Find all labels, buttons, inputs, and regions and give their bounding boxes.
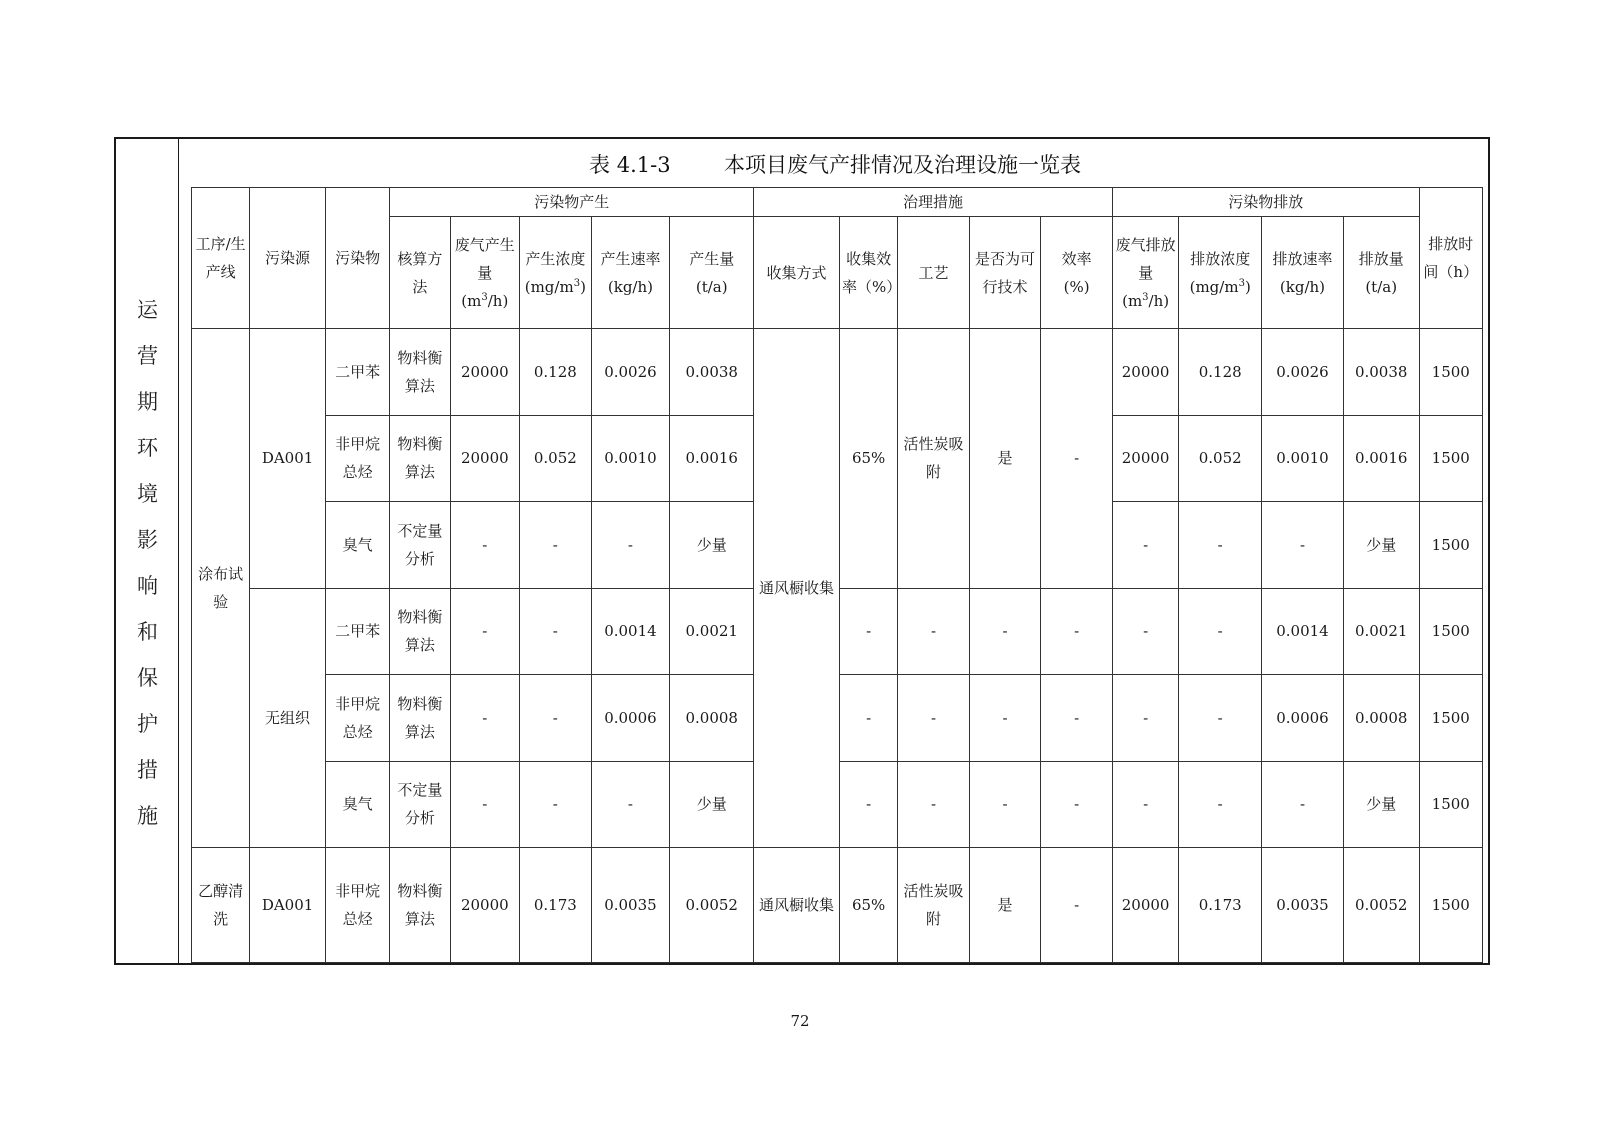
unit-part: (mg/m <box>1189 277 1239 296</box>
cell-pollutant: 二甲苯 <box>325 329 389 416</box>
cell-emit-conc: - <box>1179 588 1262 675</box>
cell-emit-time: 1500 <box>1419 415 1482 502</box>
side-title-char: 营 <box>137 344 158 368</box>
cell-gen-rate: 0.0010 <box>591 415 670 502</box>
cell-emit-conc: - <box>1179 675 1262 762</box>
cell-gen-flow: 20000 <box>450 848 520 963</box>
cell-gen-conc: 0.128 <box>520 329 592 416</box>
cell-process-tech: 活性炭吸附 <box>898 848 970 963</box>
unit-sup: 3 <box>481 291 488 303</box>
page-number: 72 <box>790 1012 810 1030</box>
unit-sup: 3 <box>573 277 581 289</box>
cell-gen-amount: 0.0052 <box>670 848 754 963</box>
cell-emit-rate: 0.0035 <box>1262 848 1344 963</box>
cell-gen-rate: - <box>591 502 670 589</box>
header-emit-conc <box>1179 217 1262 329</box>
cell-method: 物料衡算法 <box>390 675 450 762</box>
header-gen-conc <box>520 217 592 329</box>
cell-gen-conc: 0.052 <box>520 415 592 502</box>
side-title-char: 环 <box>137 436 158 460</box>
cell-collect-eff: - <box>839 761 897 848</box>
cell-source: DA001 <box>250 329 326 589</box>
cell-feasible: 是 <box>969 329 1041 589</box>
cell-collect-method: 通风橱收集 <box>754 848 840 963</box>
header-gen-amount-label: 产生量 <box>689 249 735 268</box>
cell-emit-time: 1500 <box>1419 588 1482 675</box>
cell-gen-rate: 0.0035 <box>591 848 670 963</box>
unit-sup: 3 <box>1142 291 1149 303</box>
header-calc-method: 核算方法 <box>390 217 450 329</box>
cell-feasible: - <box>969 675 1041 762</box>
header-efficiency-unit: (%) <box>1063 277 1090 296</box>
cell-pollutant: 臭气 <box>325 502 389 589</box>
header-collect-method: 收集方式 <box>754 217 840 329</box>
header-feasible: 是否为可行技术 <box>969 217 1041 329</box>
cell-gen-amount: 0.0038 <box>670 329 754 416</box>
cell-emit-time: 1500 <box>1419 761 1482 848</box>
cell-process: 乙醇清洗 <box>192 848 250 963</box>
table-row <box>192 329 1483 416</box>
cell-emit-flow: 20000 <box>1112 848 1178 963</box>
cell-efficiency: - <box>1041 588 1113 675</box>
header-emit-flow-label: 废气排放量 <box>1115 235 1176 282</box>
cell-gen-flow: - <box>450 502 520 589</box>
cell-emit-time: 1500 <box>1419 848 1482 963</box>
header-emit-amount-label: 排放量 <box>1358 249 1404 268</box>
cell-emit-amount: 0.0021 <box>1343 588 1419 675</box>
side-title-char: 响 <box>137 574 158 598</box>
cell-emit-rate: 0.0006 <box>1262 675 1344 762</box>
cell-feasible: - <box>969 588 1041 675</box>
side-title-char: 境 <box>137 482 158 506</box>
cell-emit-conc: 0.173 <box>1179 848 1262 963</box>
unit-part: /h) <box>487 291 509 310</box>
header-gen-conc-unit <box>525 278 586 296</box>
header-gen-amount <box>670 217 754 329</box>
cell-collect-eff: 65% <box>839 848 897 963</box>
cell-gen-rate: 0.0026 <box>591 329 670 416</box>
header-efficiency-label: 效率 <box>1061 249 1092 268</box>
side-section-column <box>116 139 179 963</box>
header-gen-flow-label: 废气产生量 <box>454 235 515 282</box>
unit-sup: 3 <box>1238 277 1245 289</box>
side-title-char: 护 <box>137 712 158 736</box>
cell-collect-eff: - <box>839 675 897 762</box>
cell-emit-flow: - <box>1112 588 1178 675</box>
header-gen-flow <box>450 217 520 329</box>
cell-process-tech: - <box>898 675 970 762</box>
cell-emit-time: 1500 <box>1419 502 1482 589</box>
cell-source: 无组织 <box>250 588 326 848</box>
cell-gen-flow: 20000 <box>450 329 520 416</box>
header-source: 污染源 <box>250 188 326 329</box>
unit-part: (mg/m <box>524 277 574 296</box>
cell-emit-conc: 0.052 <box>1179 415 1262 502</box>
header-emit-time: 排放时间（h） <box>1419 188 1482 329</box>
cell-emit-conc: 0.128 <box>1179 329 1262 416</box>
cell-pollutant: 非甲烷总烃 <box>325 675 389 762</box>
header-group-generation: 污染物产生 <box>390 188 754 217</box>
cell-emit-flow: 20000 <box>1112 329 1178 416</box>
header-gen-amount-unit: (t/a) <box>695 277 728 296</box>
cell-method: 不定量分析 <box>390 502 450 589</box>
cell-emit-flow: - <box>1112 502 1178 589</box>
side-title-char: 施 <box>137 804 158 828</box>
cell-emit-amount: 少量 <box>1343 761 1419 848</box>
table-title: 表 4.1-3 本项目废气产排情况及治理设施一览表 <box>589 153 1081 177</box>
unit-part: (m <box>1122 291 1143 310</box>
cell-process-tech: 活性炭吸附 <box>898 329 970 589</box>
cell-gen-amount: 0.0021 <box>670 588 754 675</box>
cell-collect-eff: - <box>839 588 897 675</box>
cell-emit-amount: 0.0052 <box>1343 848 1419 963</box>
header-emit-amount-unit: (t/a) <box>1365 277 1398 296</box>
document-frame <box>114 137 1490 965</box>
header-pollutant: 污染物 <box>325 188 389 329</box>
cell-emit-time: 1500 <box>1419 329 1482 416</box>
cell-pollutant: 二甲苯 <box>325 588 389 675</box>
cell-gen-amount: 少量 <box>670 761 754 848</box>
header-group-emission: 污染物排放 <box>1112 188 1419 217</box>
header-gen-rate-label: 产生速率 <box>600 249 661 268</box>
cell-emit-flow: - <box>1112 675 1178 762</box>
cell-emit-conc: - <box>1179 761 1262 848</box>
cell-gen-conc: - <box>520 588 592 675</box>
cell-gen-conc: - <box>520 761 592 848</box>
cell-pollutant: 非甲烷总烃 <box>325 848 389 963</box>
side-title-char: 和 <box>137 620 158 644</box>
cell-emit-amount: 0.0008 <box>1343 675 1419 762</box>
cell-gen-flow: - <box>450 675 520 762</box>
header-group-treatment: 治理措施 <box>754 188 1113 217</box>
cell-emit-rate: 0.0026 <box>1262 329 1344 416</box>
header-process: 工序/生产线 <box>192 188 250 329</box>
side-section-title <box>116 287 179 839</box>
cell-efficiency: - <box>1041 848 1113 963</box>
cell-emit-flow: 20000 <box>1112 415 1178 502</box>
cell-method: 不定量分析 <box>390 761 450 848</box>
cell-source: DA001 <box>250 848 326 963</box>
header-gen-conc-label: 产生浓度 <box>525 249 586 268</box>
unit-part: /h) <box>1148 291 1170 310</box>
cell-gen-flow: 20000 <box>450 415 520 502</box>
header-emit-flow <box>1112 217 1178 329</box>
cell-gen-amount: 少量 <box>670 502 754 589</box>
cell-emit-rate: 0.0014 <box>1262 588 1344 675</box>
header-efficiency <box>1041 217 1113 329</box>
cell-gen-amount: 0.0008 <box>670 675 754 762</box>
cell-emit-amount: 少量 <box>1343 502 1419 589</box>
cell-gen-flow: - <box>450 588 520 675</box>
cell-gen-conc: - <box>520 502 592 589</box>
header-emit-rate-label: 排放速率 <box>1272 249 1333 268</box>
cell-gen-flow: - <box>450 761 520 848</box>
cell-emit-conc: - <box>1179 502 1262 589</box>
cell-gen-rate: 0.0014 <box>591 588 670 675</box>
cell-emit-amount: 0.0016 <box>1343 415 1419 502</box>
side-title-char: 措 <box>137 758 158 782</box>
cell-emit-flow: - <box>1112 761 1178 848</box>
cell-process-tech: - <box>898 588 970 675</box>
cell-pollutant: 非甲烷总烃 <box>325 415 389 502</box>
cell-method: 物料衡算法 <box>390 848 450 963</box>
cell-gen-amount: 0.0016 <box>670 415 754 502</box>
cell-emit-rate: 0.0010 <box>1262 415 1344 502</box>
cell-gen-rate: - <box>591 761 670 848</box>
cell-process-tech: - <box>898 761 970 848</box>
cell-method: 物料衡算法 <box>390 329 450 416</box>
cell-pollutant: 臭气 <box>325 761 389 848</box>
cell-efficiency: - <box>1041 761 1113 848</box>
cell-emit-amount: 0.0038 <box>1343 329 1419 416</box>
cell-method: 物料衡算法 <box>390 415 450 502</box>
cell-efficiency: - <box>1041 329 1113 589</box>
header-gen-flow-unit <box>461 292 508 310</box>
side-title-char: 保 <box>137 666 158 690</box>
cell-emit-rate: - <box>1262 502 1344 589</box>
cell-collect-method: 通风橱收集 <box>754 329 840 848</box>
cell-feasible: 是 <box>969 848 1041 963</box>
cell-gen-rate: 0.0006 <box>591 675 670 762</box>
side-title-char: 期 <box>137 390 158 414</box>
header-gen-rate <box>591 217 670 329</box>
cell-gen-conc: 0.173 <box>520 848 592 963</box>
header-gen-rate-unit: (kg/h) <box>607 277 654 296</box>
cell-process: 涂布试验 <box>192 329 250 848</box>
header-emit-conc-unit <box>1190 278 1251 296</box>
cell-emit-rate: - <box>1262 761 1344 848</box>
table-row <box>192 848 1483 963</box>
header-emit-rate <box>1262 217 1344 329</box>
unit-part: ) <box>1244 277 1251 296</box>
cell-efficiency: - <box>1041 675 1113 762</box>
unit-part: (m <box>461 291 482 310</box>
header-process-tech: 工艺 <box>898 217 970 329</box>
header-emit-amount <box>1343 217 1419 329</box>
unit-part: ) <box>580 277 586 296</box>
cell-method: 物料衡算法 <box>390 588 450 675</box>
header-emit-rate-unit: (kg/h) <box>1279 277 1326 296</box>
cell-gen-conc: - <box>520 675 592 762</box>
header-collect-eff: 收集效率（%） <box>839 217 897 329</box>
side-title-char: 影 <box>137 528 158 552</box>
cell-collect-eff: 65% <box>839 329 897 589</box>
header-emit-conc-label: 排放浓度 <box>1190 249 1251 268</box>
cell-feasible: - <box>969 761 1041 848</box>
side-title-char: 运 <box>137 298 158 322</box>
header-emit-flow-unit <box>1122 292 1169 310</box>
cell-emit-time: 1500 <box>1419 675 1482 762</box>
emission-table <box>191 187 1483 963</box>
